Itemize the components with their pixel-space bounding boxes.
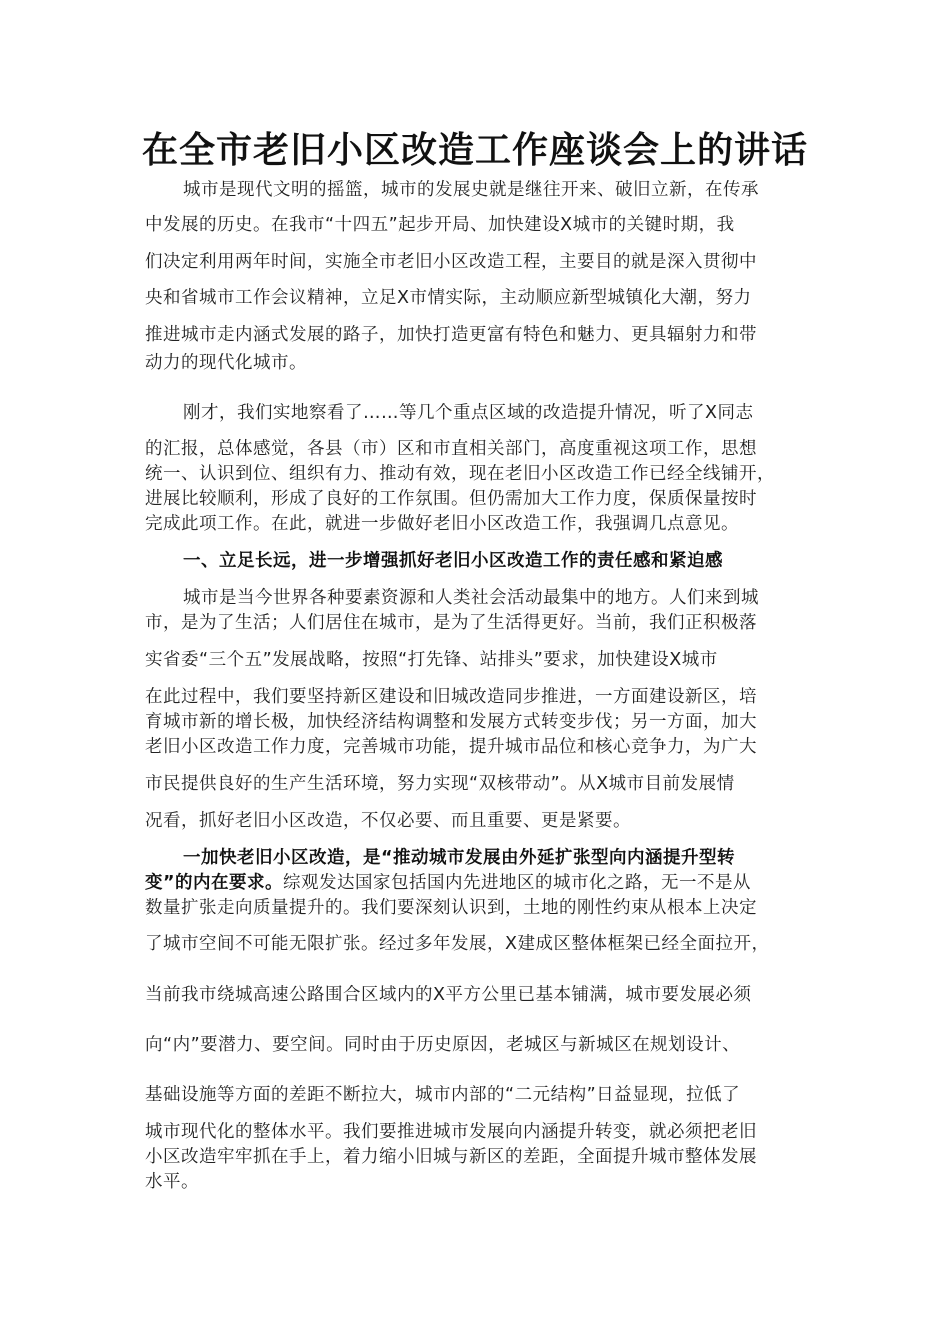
text-line: 向“内”要潜力、要空间。同时由于历史原因，老城区与新城区在规划设计、: [145, 1035, 741, 1055]
text-line: 城市是现代文明的摇篮，城市的发展史就是继往开来、破旧立新，在传承: [183, 180, 759, 200]
page-title: 在全市老旧小区改造工作座谈会上的讲话: [141, 129, 808, 171]
text-line: 市民提供良好的生产生活环境，努力实现“双核带动”。从X城市目前发展情: [145, 774, 735, 794]
text-line: 刚才，我们实地察看了……等几个重点区域的改造提升情况，听了X同志: [183, 403, 754, 423]
text-line: 基础设施等方面的差距不断拉大，城市内部的“二元结构”日益显现，拉低了: [145, 1085, 741, 1105]
section-heading: 一、立足长远，进一步增强抓好老旧小区改造工作的责任感和紧迫感: [183, 551, 723, 571]
text-line-bold: [183, 846, 735, 870]
text-line: 完成此项工作。在此，就进一步做好老旧小区改造工作，我强调几点意见。: [145, 514, 739, 534]
text-line: 进展比较顺利，形成了良好的工作氛围。但仍需加大工作力度，保质保量按时: [145, 489, 757, 509]
text-line: 小区改造牢牢抓在手上，着力缩小旧城与新区的差距，全面提升城市整体发展: [145, 1147, 757, 1167]
text-line: 动力的现代化城市。: [145, 353, 307, 373]
text-line: 况看，抓好老旧小区改造，不仅必要、而且重要、更是紧要。: [145, 811, 631, 831]
text-line: 了城市空间不可能无限扩张。经过多年发展，X建成区整体框架已经全面拉开，: [145, 934, 770, 954]
bold-lead-text: 一加快老旧小区改造，是“推动城市发展由外延扩张型向内涵提升型转: [183, 848, 735, 868]
text-run: 综观发达国家包括国内先进地区的城市化之路，无一不是从: [283, 873, 752, 893]
text-line: 水平。: [145, 1172, 199, 1192]
text-line: 市，是为了生活；人们居住在城市，是为了生活得更好。当前，我们正积极落: [145, 613, 757, 633]
text-line: 育城市新的增长极，加快经济结构调整和发展方式转变步伐；另一方面，加大: [145, 712, 757, 732]
text-line: 在此过程中，我们要坚持新区建设和旧城改造同步推进，一方面建设新区，培: [145, 687, 757, 707]
text-line: 的汇报，总体感觉，各县（市）区和市直相关部门，高度重视这项工作，思想: [145, 439, 757, 459]
text-line: 央和省城市工作会议精神，立足X市情实际，主动顺应新型城镇化大潮，努力: [145, 288, 752, 308]
text-line: 统一、认识到位、组织有力、推动有效，现在老旧小区改造工作已经全线铺开，: [145, 464, 775, 484]
text-line: 老旧小区改造工作力度，完善城市功能，提升城市品位和核心竞争力，为广大: [145, 737, 757, 757]
text-line: 实省委“三个五”发展战略，按照“打先锋、站排头”要求，加快建设X城市: [145, 650, 718, 670]
bold-lead-text: 变”的内在要求。: [145, 873, 284, 893]
text-line: 们决定利用两年时间，实施全市老旧小区改造工程，主要目的就是深入贯彻中: [145, 252, 757, 272]
text-line: 当前我市绕城高速公路围合区域内的X平方公里已基本铺满，城市要发展必须: [145, 985, 752, 1005]
text-line: 城市现代化的整体水平。我们要推进城市发展向内涵提升转变，就必须把老旧: [145, 1122, 757, 1142]
text-line: 数量扩张走向质量提升的。我们要深刻认识到，土地的刚性约束从根本上决定: [145, 898, 757, 918]
text-line: 城市是当今世界各种要素资源和人类社会活动最集中的地方。人们来到城: [183, 588, 759, 608]
text-line: 推进城市走内涵式发展的路子，加快打造更富有特色和魅力、更具辐射力和带: [145, 325, 757, 345]
text-line: [145, 871, 751, 895]
text-line: 中发展的历史。在我市“十四五”起步开局、加快建设X城市的关键时期，我: [145, 215, 735, 235]
